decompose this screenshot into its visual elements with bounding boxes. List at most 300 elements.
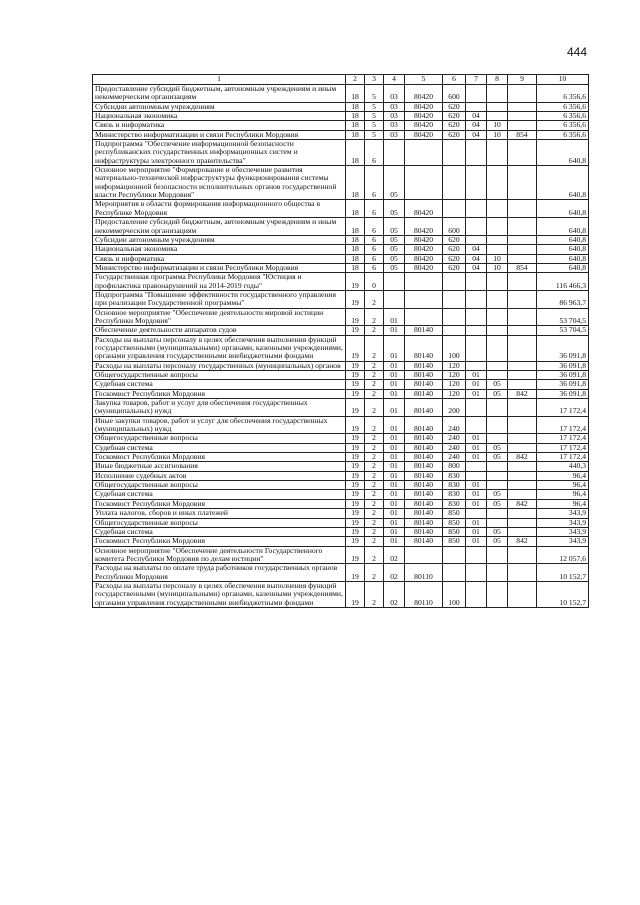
table-row: [93, 443, 589, 452]
code-6-cell: [443, 564, 466, 582]
code-5-cell: 80420: [405, 112, 443, 121]
table-row: [93, 245, 589, 254]
table-row: [93, 335, 589, 361]
table-row: [93, 509, 589, 518]
code-5-cell: 80140: [405, 380, 443, 389]
code-3-cell: 2: [365, 389, 384, 398]
column-header: 4: [384, 75, 405, 85]
code-9-cell: 842: [508, 389, 537, 398]
table-row: [93, 371, 589, 380]
code-5-cell: 80420: [405, 200, 443, 218]
code-4-cell: 05: [384, 254, 405, 263]
code-9-cell: [508, 518, 537, 527]
amount-cell: 343,9: [537, 518, 589, 527]
code-9-cell: [508, 416, 537, 434]
item-name-cell: Национальная экономика: [93, 245, 346, 254]
code-4-cell: 01: [384, 509, 405, 518]
code-9-cell: [508, 399, 537, 417]
amount-cell: 10 152,7: [537, 564, 589, 582]
code-3-cell: 2: [365, 453, 384, 462]
code-7-cell: 01: [466, 527, 487, 536]
code-2-cell: 19: [346, 490, 365, 499]
code-3-cell: 5: [365, 85, 384, 103]
code-6-cell: 120: [443, 380, 466, 389]
code-8-cell: [487, 546, 508, 564]
item-name-cell: Министерство информатизации и связи Республики Мордовия: [93, 263, 346, 272]
code-6-cell: 850: [443, 518, 466, 527]
code-8-cell: 05: [487, 443, 508, 452]
amount-cell: 17 172,4: [537, 399, 589, 417]
table-row: [93, 140, 589, 166]
code-6-cell: 620: [443, 130, 466, 139]
code-6-cell: 240: [443, 443, 466, 452]
item-name-cell: Основное мероприятие "Обеспечение деятельности Государственного комитета Республики Мордовия по делам юстиции": [93, 546, 346, 564]
table-row: [93, 399, 589, 417]
table-row: [93, 166, 589, 200]
amount-cell: 36 091,8: [537, 335, 589, 361]
table-row: [93, 308, 589, 326]
amount-cell: 53 704,5: [537, 308, 589, 326]
code-3-cell: 6: [365, 200, 384, 218]
code-7-cell: 04: [466, 112, 487, 121]
amount-cell: 640,8: [537, 235, 589, 244]
code-8-cell: 10: [487, 130, 508, 139]
code-6-cell: 620: [443, 102, 466, 111]
code-8-cell: 05: [487, 537, 508, 546]
code-3-cell: 2: [365, 581, 384, 607]
amount-cell: 86 963,7: [537, 290, 589, 308]
code-5-cell: 80140: [405, 499, 443, 508]
code-7-cell: 01: [466, 443, 487, 452]
amount-cell: 640,8: [537, 140, 589, 166]
code-2-cell: 19: [346, 326, 365, 335]
code-4-cell: [384, 273, 405, 291]
amount-cell: 6 356,6: [537, 121, 589, 130]
item-name-cell: Расходы на выплаты персоналу государственных (муниципальных) органов: [93, 361, 346, 370]
table-row: [93, 537, 589, 546]
code-9-cell: [508, 490, 537, 499]
code-9-cell: [508, 218, 537, 236]
code-4-cell: 01: [384, 416, 405, 434]
code-8-cell: [487, 518, 508, 527]
code-5-cell: [405, 546, 443, 564]
code-6-cell: 620: [443, 235, 466, 244]
code-7-cell: [466, 471, 487, 480]
code-5-cell: 80140: [405, 509, 443, 518]
code-4-cell: 03: [384, 130, 405, 139]
code-4-cell: 01: [384, 380, 405, 389]
table-row: [93, 490, 589, 499]
amount-cell: 343,9: [537, 527, 589, 536]
code-3-cell: 2: [365, 546, 384, 564]
code-4-cell: 01: [384, 518, 405, 527]
code-8-cell: [487, 399, 508, 417]
code-3-cell: 0: [365, 273, 384, 291]
code-7-cell: 01: [466, 380, 487, 389]
code-8-cell: 05: [487, 490, 508, 499]
code-5-cell: 80140: [405, 389, 443, 398]
table-row: [93, 235, 589, 244]
code-2-cell: 18: [346, 254, 365, 263]
amount-cell: 343,9: [537, 537, 589, 546]
code-3-cell: 2: [365, 481, 384, 490]
code-6-cell: 830: [443, 471, 466, 480]
code-3-cell: 2: [365, 326, 384, 335]
code-3-cell: 5: [365, 112, 384, 121]
code-8-cell: [487, 218, 508, 236]
code-5-cell: 80420: [405, 254, 443, 263]
table-row: [93, 546, 589, 564]
code-4-cell: 05: [384, 218, 405, 236]
item-name-cell: Исполнение судебных актов: [93, 471, 346, 480]
code-8-cell: 05: [487, 499, 508, 508]
code-3-cell: 6: [365, 140, 384, 166]
code-7-cell: [466, 308, 487, 326]
table-row: [93, 218, 589, 236]
code-3-cell: 5: [365, 102, 384, 111]
table-row: [93, 453, 589, 462]
code-9-cell: [508, 509, 537, 518]
code-5-cell: [405, 140, 443, 166]
table-row: [93, 112, 589, 121]
code-8-cell: [487, 166, 508, 200]
table-row: [93, 200, 589, 218]
code-9-cell: [508, 245, 537, 254]
code-3-cell: 2: [365, 527, 384, 536]
code-4-cell: 02: [384, 564, 405, 582]
code-9-cell: [508, 581, 537, 607]
code-5-cell: 80420: [405, 102, 443, 111]
code-2-cell: 18: [346, 166, 365, 200]
code-2-cell: 18: [346, 245, 365, 254]
code-7-cell: 04: [466, 245, 487, 254]
code-3-cell: 6: [365, 218, 384, 236]
item-name-cell: Уплата налогов, сборов и иных платежей: [93, 509, 346, 518]
amount-cell: 10 152,7: [537, 581, 589, 607]
code-9-cell: 842: [508, 499, 537, 508]
code-7-cell: [466, 335, 487, 361]
code-2-cell: 19: [346, 443, 365, 452]
code-3-cell: 2: [365, 416, 384, 434]
code-9-cell: [508, 527, 537, 536]
code-4-cell: [384, 290, 405, 308]
code-8-cell: [487, 471, 508, 480]
code-2-cell: 19: [346, 371, 365, 380]
code-6-cell: 830: [443, 490, 466, 499]
code-5-cell: [405, 290, 443, 308]
code-9-cell: 842: [508, 537, 537, 546]
item-name-cell: Основное мероприятие "Обеспечение деятельности мировой юстиции Республики Мордовия": [93, 308, 346, 326]
code-7-cell: 01: [466, 499, 487, 508]
code-7-cell: [466, 290, 487, 308]
code-3-cell: 6: [365, 166, 384, 200]
code-6-cell: 620: [443, 245, 466, 254]
amount-cell: 96,4: [537, 499, 589, 508]
code-7-cell: [466, 361, 487, 370]
item-name-cell: Закупка товаров, работ и услуг для обеспечения государственных (муниципальных) нужд: [93, 399, 346, 417]
code-7-cell: 01: [466, 490, 487, 499]
item-name-cell: Подпрограмма "Повышение эффективности государственного управления при реализации Государственной программы": [93, 290, 346, 308]
code-5-cell: 80140: [405, 481, 443, 490]
code-2-cell: 18: [346, 200, 365, 218]
item-name-cell: Обеспечение деятельности аппаратов судов: [93, 326, 346, 335]
code-3-cell: 6: [365, 245, 384, 254]
item-name-cell: Основное мероприятие "Формирование и обеспечение развития материально-технической инфраструктуры функционирования системы информационной безопасности исполнительных органов государственной власти Республики Мордовия": [93, 166, 346, 200]
code-3-cell: 2: [365, 308, 384, 326]
item-name-cell: Судебная система: [93, 527, 346, 536]
code-6-cell: [443, 546, 466, 564]
code-7-cell: [466, 200, 487, 218]
code-8-cell: [487, 361, 508, 370]
code-2-cell: 18: [346, 121, 365, 130]
code-6-cell: [443, 200, 466, 218]
table-row: [93, 581, 589, 607]
table-row: [93, 527, 589, 536]
code-5-cell: 80140: [405, 361, 443, 370]
code-5-cell: 80420: [405, 263, 443, 272]
code-6-cell: 830: [443, 481, 466, 490]
table-body: [93, 85, 589, 608]
code-7-cell: 01: [466, 434, 487, 443]
amount-cell: 343,9: [537, 509, 589, 518]
code-6-cell: 850: [443, 527, 466, 536]
code-2-cell: 19: [346, 290, 365, 308]
code-2-cell: 19: [346, 581, 365, 607]
code-8-cell: [487, 564, 508, 582]
code-2-cell: 18: [346, 218, 365, 236]
code-8-cell: [487, 102, 508, 111]
code-5-cell: [405, 273, 443, 291]
code-5-cell: 80140: [405, 326, 443, 335]
code-2-cell: 19: [346, 564, 365, 582]
code-6-cell: 620: [443, 254, 466, 263]
item-name-cell: Общегосударственные вопросы: [93, 518, 346, 527]
amount-cell: 96,4: [537, 471, 589, 480]
table-row: [93, 471, 589, 480]
code-4-cell: [384, 140, 405, 166]
code-8-cell: [487, 290, 508, 308]
column-header: 5: [405, 75, 443, 85]
code-3-cell: 2: [365, 371, 384, 380]
code-3-cell: 2: [365, 564, 384, 582]
code-5-cell: [405, 308, 443, 326]
code-8-cell: [487, 462, 508, 471]
amount-cell: 36 091,8: [537, 371, 589, 380]
item-name-cell: Госкомюст Республики Мордовия: [93, 389, 346, 398]
code-9-cell: [508, 166, 537, 200]
item-name-cell: Связь и информатика: [93, 121, 346, 130]
code-7-cell: 04: [466, 263, 487, 272]
code-7-cell: [466, 509, 487, 518]
amount-cell: 17 172,4: [537, 416, 589, 434]
code-3-cell: 2: [365, 537, 384, 546]
item-name-cell: Субсидии автономным учреждениям: [93, 102, 346, 111]
code-7-cell: [466, 85, 487, 103]
code-4-cell: 01: [384, 471, 405, 480]
code-5-cell: 80420: [405, 130, 443, 139]
code-8-cell: 10: [487, 121, 508, 130]
table-row: [93, 416, 589, 434]
amount-cell: 17 172,4: [537, 434, 589, 443]
code-2-cell: 19: [346, 471, 365, 480]
code-5-cell: 80140: [405, 443, 443, 452]
code-9-cell: [508, 546, 537, 564]
code-4-cell: 01: [384, 499, 405, 508]
code-7-cell: 01: [466, 453, 487, 462]
amount-cell: 96,4: [537, 481, 589, 490]
code-6-cell: 200: [443, 399, 466, 417]
code-5-cell: 80140: [405, 518, 443, 527]
item-name-cell: Министерство информатизации и связи Республики Мордовия: [93, 130, 346, 139]
code-3-cell: 2: [365, 335, 384, 361]
code-8-cell: [487, 416, 508, 434]
budget-table: [92, 74, 589, 608]
page-number: 444: [567, 45, 588, 59]
code-7-cell: [466, 581, 487, 607]
code-9-cell: [508, 102, 537, 111]
code-7-cell: 01: [466, 481, 487, 490]
item-name-cell: Государственная программа Республики Мордовия "Юстиция и профилактика правонарушений на 2014-2019 годы": [93, 273, 346, 291]
code-8-cell: 05: [487, 453, 508, 462]
code-9-cell: [508, 564, 537, 582]
code-2-cell: 19: [346, 399, 365, 417]
amount-cell: 53 704,5: [537, 326, 589, 335]
column-header: 7: [466, 75, 487, 85]
amount-cell: 6 356,6: [537, 130, 589, 139]
code-2-cell: 19: [346, 537, 365, 546]
code-9-cell: [508, 140, 537, 166]
code-9-cell: [508, 290, 537, 308]
code-9-cell: [508, 380, 537, 389]
code-4-cell: 03: [384, 85, 405, 103]
code-9-cell: [508, 85, 537, 103]
code-6-cell: 850: [443, 537, 466, 546]
code-6-cell: 620: [443, 121, 466, 130]
code-7-cell: [466, 416, 487, 434]
code-7-cell: [466, 273, 487, 291]
amount-cell: 36 091,8: [537, 380, 589, 389]
code-2-cell: 19: [346, 389, 365, 398]
code-6-cell: 120: [443, 389, 466, 398]
code-4-cell: 01: [384, 453, 405, 462]
code-9-cell: [508, 371, 537, 380]
code-4-cell: 01: [384, 537, 405, 546]
code-7-cell: 04: [466, 121, 487, 130]
code-8-cell: [487, 335, 508, 361]
code-9-cell: [508, 254, 537, 263]
code-5-cell: 80140: [405, 399, 443, 417]
item-name-cell: Расходы на выплаты по оплате труда работников государственных органов Республики Мордовия: [93, 564, 346, 582]
code-2-cell: 19: [346, 273, 365, 291]
code-3-cell: 2: [365, 518, 384, 527]
code-3-cell: 2: [365, 290, 384, 308]
amount-cell: 17 172,4: [537, 443, 589, 452]
amount-cell: 640,8: [537, 166, 589, 200]
item-name-cell: Предоставление субсидий бюджетным, автономным учреждениям и иным некоммерческим организациям: [93, 85, 346, 103]
table-row: [93, 380, 589, 389]
code-8-cell: 05: [487, 527, 508, 536]
code-2-cell: 18: [346, 140, 365, 166]
code-2-cell: 19: [346, 509, 365, 518]
code-8-cell: [487, 481, 508, 490]
item-name-cell: Национальная экономика: [93, 112, 346, 121]
code-7-cell: 01: [466, 389, 487, 398]
code-5-cell: [405, 166, 443, 200]
code-6-cell: 120: [443, 361, 466, 370]
amount-cell: 96,4: [537, 490, 589, 499]
item-name-cell: Госкомюст Республики Мордовия: [93, 453, 346, 462]
code-7-cell: [466, 102, 487, 111]
code-4-cell: 05: [384, 166, 405, 200]
code-5-cell: 80420: [405, 245, 443, 254]
column-header: 10: [537, 75, 589, 85]
code-6-cell: 800: [443, 462, 466, 471]
code-5-cell: 80140: [405, 335, 443, 361]
code-5-cell: 80140: [405, 490, 443, 499]
table-row: [93, 564, 589, 582]
code-2-cell: 19: [346, 453, 365, 462]
code-6-cell: 240: [443, 434, 466, 443]
code-5-cell: 80140: [405, 462, 443, 471]
code-9-cell: [508, 112, 537, 121]
table-row: [93, 518, 589, 527]
code-9-cell: [508, 308, 537, 326]
item-name-cell: Предоставление субсидий бюджетным, автономным учреждениям и иным некоммерческим организациям: [93, 218, 346, 236]
code-2-cell: 19: [346, 434, 365, 443]
code-8-cell: [487, 434, 508, 443]
amount-cell: 6 356,6: [537, 102, 589, 111]
code-6-cell: 600: [443, 85, 466, 103]
amount-cell: 116 466,3: [537, 273, 589, 291]
code-4-cell: 01: [384, 326, 405, 335]
code-5-cell: 80420: [405, 235, 443, 244]
code-5-cell: 80140: [405, 471, 443, 480]
code-6-cell: [443, 308, 466, 326]
code-4-cell: 01: [384, 308, 405, 326]
code-5-cell: 80140: [405, 434, 443, 443]
code-4-cell: 03: [384, 102, 405, 111]
amount-cell: 6 356,6: [537, 112, 589, 121]
code-7-cell: [466, 564, 487, 582]
code-2-cell: 18: [346, 235, 365, 244]
item-name-cell: Подпрограмма "Обеспечение информационной безопасности республиканских государственных информационных систем и инфраструктуры электронного правительства": [93, 140, 346, 166]
code-7-cell: [466, 235, 487, 244]
table-row: [93, 254, 589, 263]
item-name-cell: Общегосударственные вопросы: [93, 481, 346, 490]
code-4-cell: 01: [384, 443, 405, 452]
code-3-cell: 2: [365, 443, 384, 452]
code-2-cell: 19: [346, 462, 365, 471]
code-9-cell: [508, 326, 537, 335]
code-2-cell: 19: [346, 518, 365, 527]
table-row: [93, 389, 589, 398]
table-row: [93, 361, 589, 370]
code-4-cell: 02: [384, 546, 405, 564]
table-header-row: [93, 75, 589, 85]
code-2-cell: 19: [346, 527, 365, 536]
code-8-cell: [487, 581, 508, 607]
code-6-cell: [443, 140, 466, 166]
code-4-cell: 01: [384, 527, 405, 536]
code-4-cell: 01: [384, 361, 405, 370]
code-5-cell: 80140: [405, 371, 443, 380]
code-4-cell: 01: [384, 434, 405, 443]
item-name-cell: Судебная система: [93, 490, 346, 499]
code-6-cell: 100: [443, 335, 466, 361]
code-6-cell: 600: [443, 218, 466, 236]
code-2-cell: 18: [346, 263, 365, 272]
code-6-cell: 850: [443, 509, 466, 518]
